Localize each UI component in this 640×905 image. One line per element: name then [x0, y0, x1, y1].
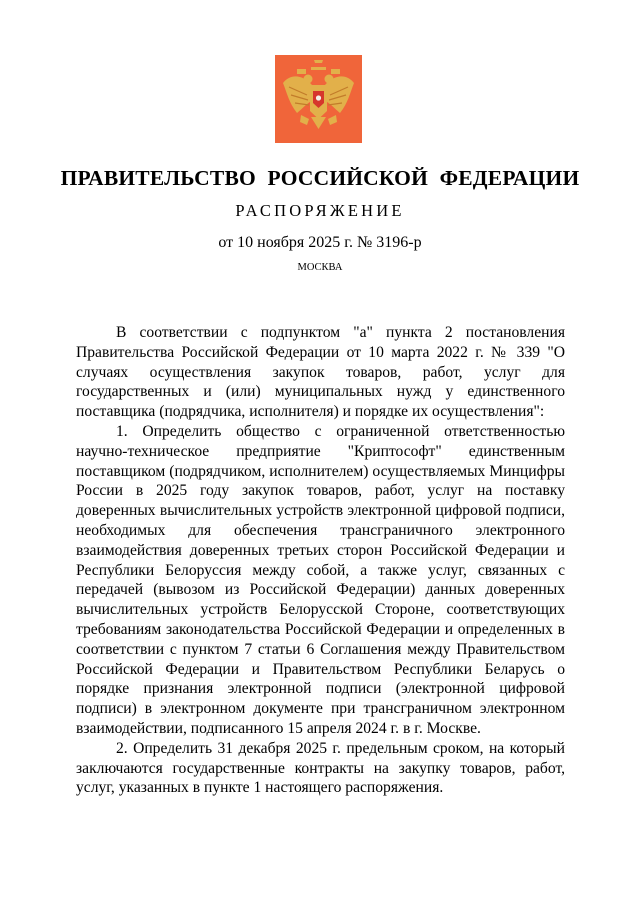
document-date-number: от 10 ноября 2025 г. № 3196-р — [218, 234, 422, 251]
document-type: РАСПОРЯЖЕНИЕ — [235, 201, 405, 220]
coat-of-arms-icon — [275, 55, 362, 143]
clause-2-paragraph: 2. Определить 31 декабря 2025 г. предельным сроком, на который заключаются государственные контракты на закупку товаров, работ, услуг, указанных в пункте 1 настоящего распоряжения. — [76, 739, 565, 797]
clause-1-paragraph: 1. Определить общество с ограниченной ответственностью научно-техническое предприятие "Криптософт" единственным поставщиком (подрядчиком, исполнителем) осуществляемых Минцифры России в 2025 году закупок товаров, работ, услуг на поставку доверенных вычислительных устройств электронной цифровой подписи, необходимых для обеспечения трансграничного электронного взаимодействия доверенных третьих сторон Российской Федерации и Республики Белоруссия между собой, а также услуг, связанных с передачей (вывозом из Российской Федерации) данных доверенных вычислительных устройств Белорусской Стороне, соответствующих требованиям законодательства Российской Федерации и определенных в соответствии с пунктом 7 статьи 6 Соглашения между Правительством Российской Федерации и Правительством Республики Беларусь о порядке признания электронной подписи (электронной цифровой подписи) в электронном документе при трансграничном электронном взаимодействии, подписанного 15 апреля 2024 г. в г. Москве. — [76, 422, 565, 737]
org-title: ПРАВИТЕЛЬСТВО РОССИЙСКОЙ ФЕДЕРАЦИИ — [60, 166, 580, 190]
preamble-paragraph: В соответствии с подпунктом "а" пункта 2 постановления Правительства Российской Федерации от 10 марта 2022 г. № 339 "О случаях осуществления закупок товаров, работ, услуг для государственных и (или) муниципальных нужд у единственного поставщика (подрядчика, исполнителя) и порядке их осуществления": — [76, 324, 565, 421]
document-body — [76, 323, 565, 798]
document-city: МОСКВА — [297, 262, 343, 273]
